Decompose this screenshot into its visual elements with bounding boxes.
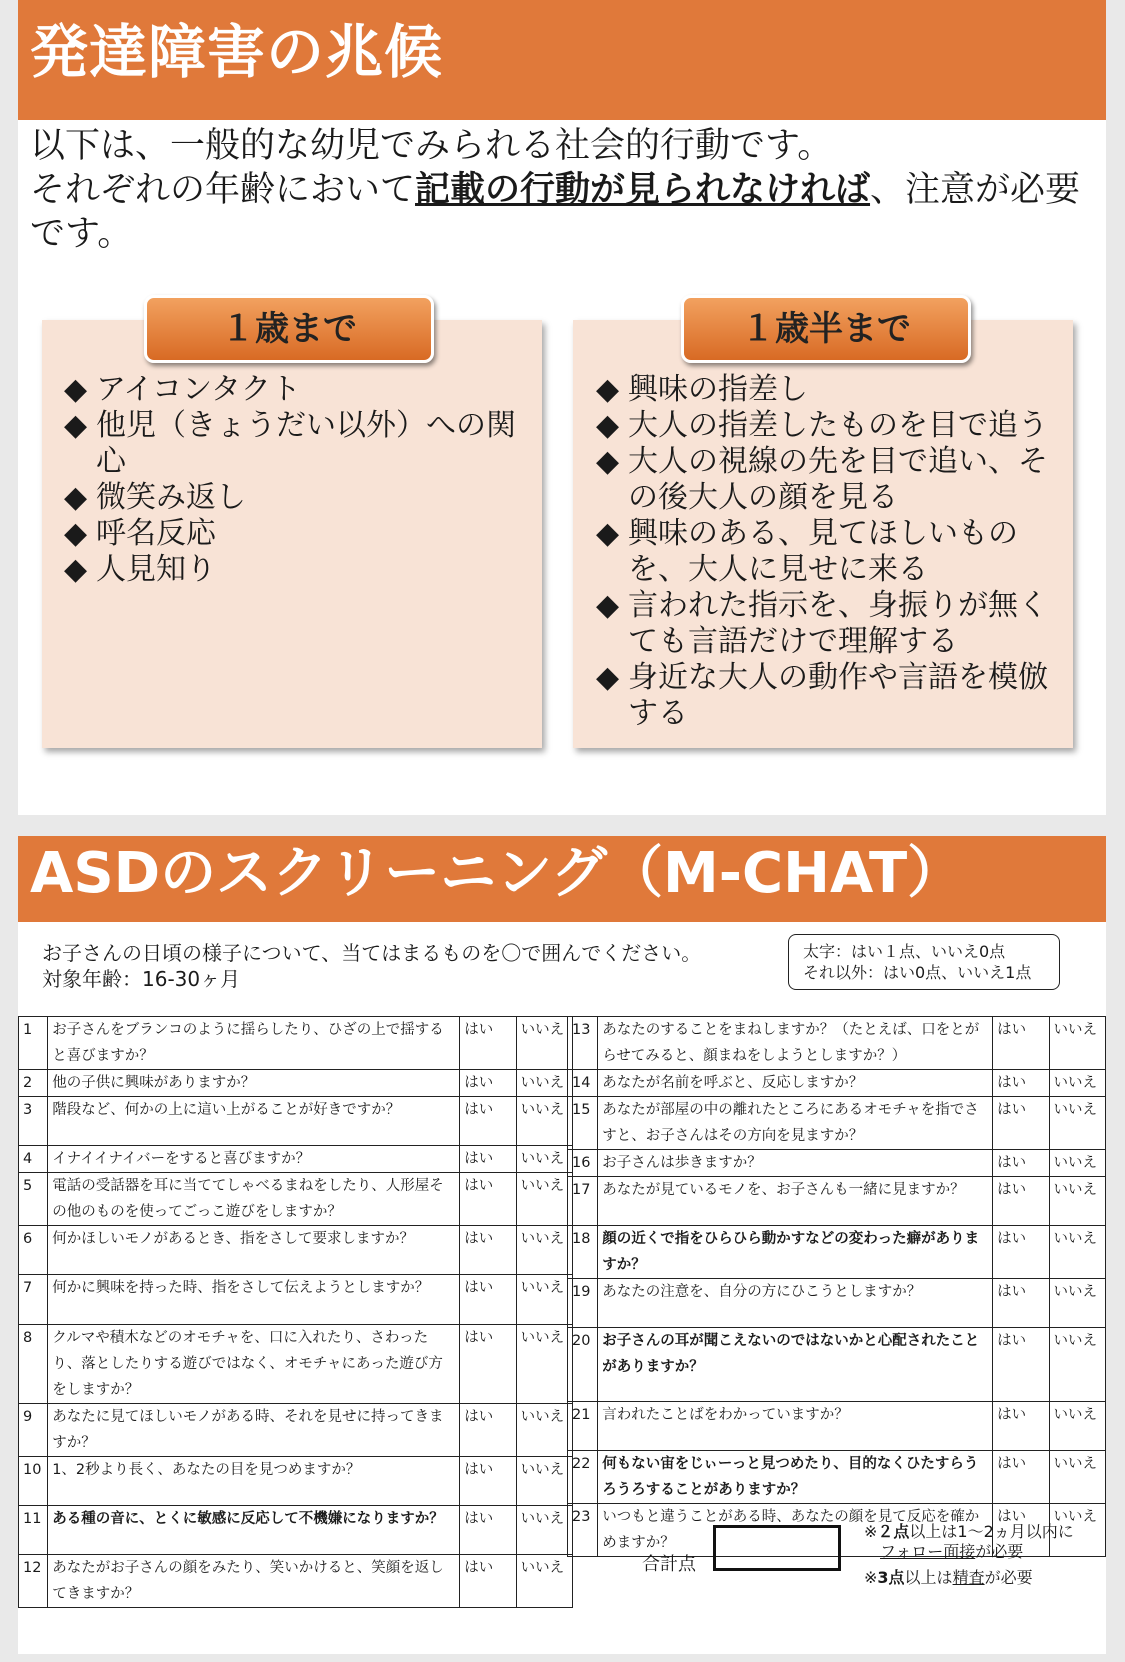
question-number: 3 — [19, 1097, 48, 1146]
answer-no[interactable]: いいえ — [1049, 1328, 1105, 1402]
question-text: 1、2秒より長く、あなたの目を見つめますか？ — [48, 1456, 460, 1505]
instruction-text: お子さんの日頃の様子について、当てはまるものを〇で囲んでください。 — [42, 941, 702, 965]
question-number: 13 — [568, 1017, 598, 1070]
question-number: 11 — [19, 1505, 48, 1554]
question-text: 他の子供に興味がありますか？ — [48, 1070, 460, 1097]
question-row — [568, 1097, 1106, 1150]
question-number: 21 — [568, 1402, 598, 1451]
question-text: 言われたことばをわかっていますか？ — [598, 1402, 993, 1451]
question-text: あなたのすることをまねしますか？（たとえば、口をとがらせてみると、顔まねをしようとしますか？） — [598, 1017, 993, 1070]
question-row — [19, 1456, 573, 1505]
answer-yes[interactable]: はい — [993, 1279, 1049, 1328]
question-number: 9 — [19, 1403, 48, 1456]
answer-no[interactable]: いいえ — [1049, 1150, 1105, 1177]
answer-yes[interactable]: はい — [993, 1177, 1049, 1226]
answer-no[interactable]: いいえ — [1049, 1017, 1105, 1070]
question-number: 7 — [19, 1275, 48, 1324]
intro-text — [30, 124, 1100, 256]
answer-no[interactable]: いいえ — [1049, 1451, 1105, 1504]
note-3-points: ※3点以上は精査が必要 — [864, 1568, 1033, 1587]
question-text: クルマや積木などのオモチャを、口に入れたり、さわったり、落としたりする遊びではなく、オモチャにあった遊び方をしますか？ — [48, 1324, 460, 1403]
answer-yes[interactable]: はい — [993, 1097, 1049, 1150]
question-text: あなたが見ているモノを、お子さんも一緒に見ますか？ — [598, 1177, 993, 1226]
answer-yes[interactable]: はい — [460, 1097, 516, 1146]
question-text: いつもと違うことがある時、あなたの顔を見て反応を確かめますか？ — [598, 1504, 993, 1557]
question-text: あなたが名前を呼ぶと、反応しますか？ — [598, 1070, 993, 1097]
question-number: 19 — [568, 1279, 598, 1328]
answer-yes[interactable]: はい — [460, 1017, 516, 1070]
list-item: ◆ 興味の指差し — [596, 372, 1071, 408]
answer-no[interactable]: いいえ — [516, 1146, 572, 1173]
list-item: ◆ 他児（きょうだい以外）への関心 — [64, 408, 524, 480]
legend-bold-rule: 太字：はい１点、いいえ0点 — [803, 942, 1006, 961]
list-item: ◆ 大人の視線の先を目で追い、その後大人の顔を見る — [596, 444, 1071, 516]
question-number: 18 — [568, 1226, 598, 1279]
intro-line-2 — [30, 168, 1100, 256]
question-text: 何もない宙をじぃーっと見つめたり、目的なくひたすらうろうろすることがありますか？ — [598, 1451, 993, 1504]
answer-yes[interactable]: はい — [993, 1017, 1049, 1070]
question-number: 15 — [568, 1097, 598, 1150]
intro-line-1: 以下は、一般的な幼児でみられる社会的行動です。 — [30, 126, 833, 166]
question-text: お子さんは歩きますか？ — [598, 1150, 993, 1177]
answer-no[interactable]: いいえ — [516, 1275, 572, 1324]
question-row — [19, 1097, 573, 1146]
question-row — [568, 1226, 1106, 1279]
intro-line-2-post: 、注意が必要です。 — [30, 170, 1081, 254]
total-score-label: 合計点 — [642, 1554, 696, 1575]
legend-other-rule: それ以外：はい0点、いいえ1点 — [803, 963, 1032, 982]
answer-no[interactable]: いいえ — [1049, 1070, 1105, 1097]
answer-no[interactable]: いいえ — [516, 1505, 572, 1554]
question-row — [19, 1505, 573, 1554]
answer-yes[interactable]: はい — [460, 1505, 516, 1554]
answer-yes[interactable]: はい — [993, 1504, 1049, 1557]
question-number: 6 — [19, 1226, 48, 1275]
slide-mchat — [18, 836, 1106, 1654]
target-age: 対象年齢：16-30ヶ月 — [42, 967, 241, 991]
question-number: 14 — [568, 1070, 598, 1097]
question-row — [568, 1451, 1106, 1504]
question-number: 5 — [19, 1173, 48, 1226]
answer-yes[interactable]: はい — [460, 1173, 516, 1226]
answer-yes[interactable]: はい — [460, 1226, 516, 1275]
answer-yes[interactable]: はい — [993, 1328, 1049, 1402]
answer-yes[interactable]: はい — [460, 1456, 516, 1505]
score-notes — [864, 1522, 1074, 1594]
list-item: ◆ 呼名反応 — [64, 516, 524, 552]
question-number: 1 — [19, 1017, 48, 1070]
question-text: 何かに興味を持った時、指をさして伝えようとしますか？ — [48, 1275, 460, 1324]
answer-no[interactable]: いいえ — [516, 1456, 572, 1505]
scoring-legend — [788, 934, 1060, 990]
question-number: 2 — [19, 1070, 48, 1097]
answer-no[interactable]: いいえ — [516, 1324, 572, 1403]
question-row — [19, 1324, 573, 1403]
answer-no[interactable]: いいえ — [1049, 1504, 1105, 1557]
answer-yes[interactable]: はい — [460, 1554, 516, 1607]
answer-yes[interactable]: はい — [993, 1402, 1049, 1451]
answer-no[interactable]: いいえ — [516, 1097, 572, 1146]
answer-no[interactable]: いいえ — [516, 1403, 572, 1456]
list-item: ◆ 身近な大人の動作や言語を模倣する — [596, 660, 1071, 732]
mchat-table-left — [18, 1016, 573, 1608]
answer-no[interactable]: いいえ — [1049, 1226, 1105, 1279]
heading-1-5-year: １歳半まで — [681, 295, 971, 363]
intro-line-2-pre: それぞれの年齢において — [30, 170, 416, 210]
question-number: 17 — [568, 1177, 598, 1226]
question-row — [19, 1275, 573, 1324]
question-number: 16 — [568, 1150, 598, 1177]
list-1-year — [64, 372, 524, 588]
question-number: 12 — [19, 1554, 48, 1607]
question-number: 23 — [568, 1504, 598, 1557]
intro-emphasis: 記載の行動が見られなければ — [415, 170, 871, 210]
question-text: ある種の音に、とくに敏感に反応して不機嫌になりますか？ — [48, 1505, 460, 1554]
answer-no[interactable]: いいえ — [516, 1017, 572, 1070]
question-row — [568, 1150, 1106, 1177]
list-item: ◆ 微笑み返し — [64, 480, 524, 516]
answer-no[interactable]: いいえ — [516, 1070, 572, 1097]
answer-yes[interactable]: はい — [460, 1403, 516, 1456]
question-text: お子さんをブランコのように揺らしたり、ひざの上で揺すると喜びますか？ — [48, 1017, 460, 1070]
instructions — [42, 940, 701, 992]
question-row — [19, 1017, 573, 1070]
list-item: ◆ 興味のある、見てほしいものを、大人に見せに来る — [596, 516, 1071, 588]
question-row — [19, 1403, 573, 1456]
question-text: イナイイナイバーをすると喜びますか？ — [48, 1146, 460, 1173]
answer-yes[interactable]: はい — [993, 1226, 1049, 1279]
answer-no[interactable]: いいえ — [1049, 1177, 1105, 1226]
question-text: あなたがお子さんの顔をみたり、笑いかけると、笑顔を返してきますか？ — [48, 1554, 460, 1607]
answer-no[interactable]: いいえ — [516, 1226, 572, 1275]
question-text: 電話の受話器を耳に当ててしゃべるまねをしたり、人形屋その他のものを使ってごっこ遊びをしますか？ — [48, 1173, 460, 1226]
question-row — [568, 1017, 1106, 1070]
question-number: 22 — [568, 1451, 598, 1504]
section1-title: 発達障害の兆候 — [18, 0, 1106, 120]
answer-yes[interactable]: はい — [460, 1070, 516, 1097]
answer-yes[interactable]: はい — [993, 1150, 1049, 1177]
question-text: あなたの注意を、自分の方にひこうとしますか？ — [598, 1279, 993, 1328]
heading-1-year: １歳まで — [144, 295, 434, 363]
list-1-5-year — [596, 372, 1071, 732]
section2-title: ASDのスクリーニング（M-CHAT） — [18, 836, 1106, 922]
question-row — [19, 1173, 573, 1226]
question-row — [19, 1146, 573, 1173]
note-2-points: ※２点以上は1～2ヵ月以内に フォロー面接が必要 — [864, 1522, 1074, 1561]
question-row — [568, 1177, 1106, 1226]
question-row — [568, 1328, 1106, 1402]
total-score-box[interactable] — [713, 1525, 841, 1571]
question-text: あなたに見てほしいモノがある時、それを見せに持ってきますか？ — [48, 1403, 460, 1456]
mchat-table-right — [567, 1016, 1106, 1557]
question-row — [568, 1070, 1106, 1097]
question-number: 8 — [19, 1324, 48, 1403]
question-text: 階段など、何かの上に這い上がることが好きですか？ — [48, 1097, 460, 1146]
answer-no[interactable]: いいえ — [516, 1554, 572, 1607]
answer-yes[interactable]: はい — [460, 1324, 516, 1403]
question-number: 10 — [19, 1456, 48, 1505]
list-item: ◆ 言われた指示を、身振りが無くても言語だけで理解する — [596, 588, 1071, 660]
answer-yes[interactable]: はい — [993, 1451, 1049, 1504]
answer-yes[interactable]: はい — [993, 1070, 1049, 1097]
answer-yes[interactable]: はい — [460, 1275, 516, 1324]
question-text: 何かほしいモノがあるとき、指をさして要求しますか？ — [48, 1226, 460, 1275]
question-row — [568, 1279, 1106, 1328]
list-item: ◆ アイコンタクト — [64, 372, 524, 408]
slide-developmental-signs — [18, 0, 1106, 815]
question-row — [19, 1554, 573, 1607]
list-item: ◆ 人見知り — [64, 552, 524, 588]
question-text: 顔の近くで指をひらひら動かすなどの変わった癖がありますか？ — [598, 1226, 993, 1279]
question-row — [568, 1402, 1106, 1451]
answer-yes[interactable]: はい — [460, 1146, 516, 1173]
answer-no[interactable]: いいえ — [1049, 1097, 1105, 1150]
answer-no[interactable]: いいえ — [1049, 1402, 1105, 1451]
question-number: 20 — [568, 1328, 598, 1402]
answer-no[interactable]: いいえ — [1049, 1279, 1105, 1328]
question-row — [19, 1226, 573, 1275]
list-item: ◆ 大人の指差したものを目で追う — [596, 408, 1071, 444]
question-row — [19, 1070, 573, 1097]
question-text: あなたが部屋の中の離れたところにあるオモチャを指でさすと、お子さんはその方向を見ますか？ — [598, 1097, 993, 1150]
answer-no[interactable]: いいえ — [516, 1173, 572, 1226]
question-text: お子さんの耳が聞こえないのではないかと心配されたことがありますか？ — [598, 1328, 993, 1402]
question-number: 4 — [19, 1146, 48, 1173]
